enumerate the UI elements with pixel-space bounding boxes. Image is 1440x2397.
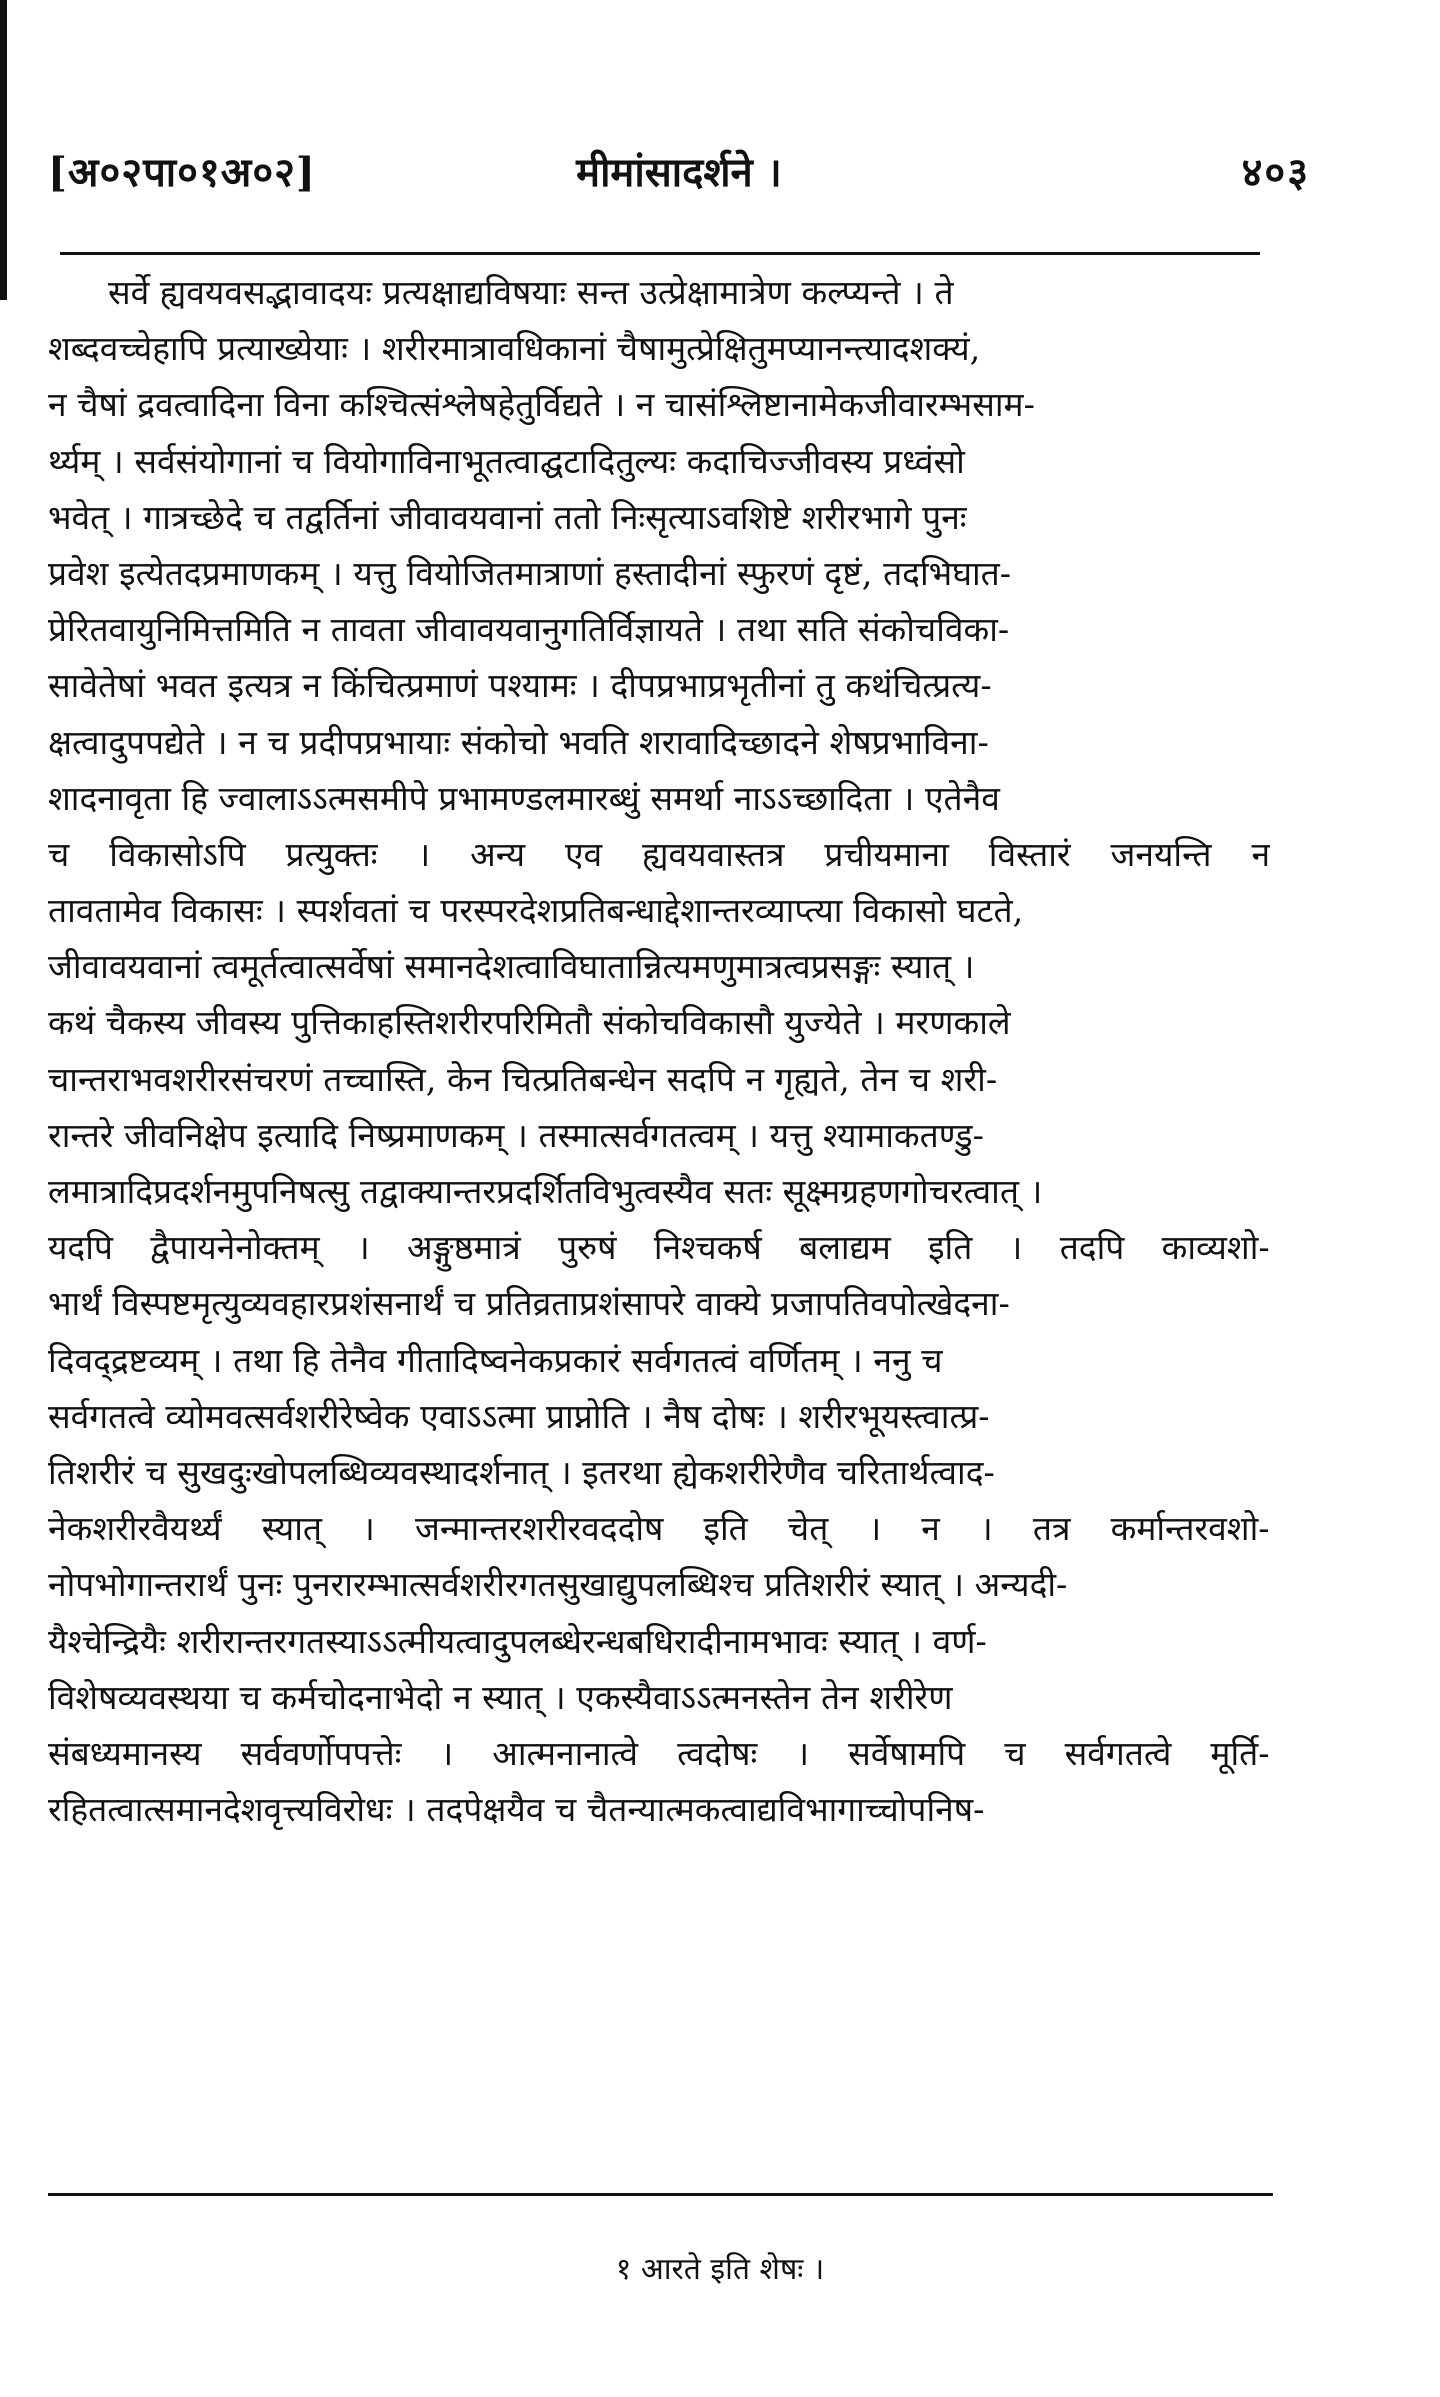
text-line: शादनावृता हि ज्वालाऽऽत्मसमीपे प्रभामण्डलमारब्धुं समर्था नाऽऽच्छादिता । एतेनैव bbox=[48, 778, 1000, 818]
text-line: सर्वे ह्यवयवसद्भावादयः प्रत्यक्षाद्यविषयाः सन्त उत्प्रेक्षामात्रेण कल्प्यन्ते । ते bbox=[108, 273, 954, 312]
footnote-rule bbox=[48, 2193, 1273, 2196]
header-rule bbox=[60, 252, 1260, 255]
text-line: च विकासोऽपि प्रत्युक्तः । अन्य एव ह्यवयवास्तत्र प्रचीयमाना विस्तारं जनयन्ति न bbox=[48, 834, 1270, 874]
page-header bbox=[48, 140, 1310, 200]
text-line: जीवावयवानां त्वमूर्तत्वात्सर्वेषां समानदेशत्वाविघातान्नित्यमणुमात्रत्वप्रसङ्गः स्यात् । bbox=[48, 947, 975, 987]
text-line: र्थ्यम् । सर्वसंयोगानां च वियोगाविनाभूतत्वाद्घटादितुल्यः कदाचिज्जीवस्य प्रध्वंसो bbox=[48, 441, 965, 481]
text-line: रान्तरे जीवनिक्षेप इत्यादि निष्प्रमाणकम् । तस्मात्सर्वगतत्वम् । यत्तु श्यामाकतण्डु- bbox=[48, 1115, 984, 1155]
text-line: प्रेरितवायुनिमित्तमिति न तावता जीवावयवानुगतिर्विज्ञायते । तथा सति संकोचविका- bbox=[48, 610, 1010, 650]
binding-edge bbox=[0, 0, 7, 300]
text-line: प्रवेश इत्येतदप्रमाणकम् । यत्तु वियोजितमात्राणां हस्तादीनां स्फुरणं दृष्टं, तदभिघात- bbox=[48, 553, 1012, 593]
text-line: नोपभोगान्तरार्थं पुनः पुनरारम्भात्सर्वशरीरगतसुखाद्युपलब्धिश्च प्रतिशरीरं स्यात् । अन्यदी- bbox=[48, 1565, 1068, 1605]
text-line: सावेतेषां भवत इत्यत्र न किंचित्प्रमाणं पश्यामः । दीपप्रभाप्रभृतीनां तु कथंचित्प्रत्य- bbox=[48, 666, 992, 706]
text-line: दिवद्द्रष्टव्यम् । तथा हि तेनैव गीतादिष्वनेकप्रकारं सर्वगतत्वं वर्णितम् । ननु च bbox=[48, 1340, 943, 1380]
text-line: न चैषां द्रवत्वादिना विना कश्चित्संश्लेषहेतुर्विद्यते । न चासंश्लिष्टानामेकजीवारम्भसाम- bbox=[48, 385, 1035, 425]
text-line: चान्तराभवशरीरसंचरणं तच्चास्ति, केन चित्प्रतिबन्धेन सदपि न गृह्यते, तेन च शरी- bbox=[48, 1059, 998, 1099]
text-line: भवेत् । गात्रच्छेदे च तद्वर्तिनां जीवावयवानां ततो निःसृत्याऽवशिष्टे शरीरभागे पुनः bbox=[48, 497, 967, 537]
text-line: कथं चैकस्य जीवस्य पुत्तिकाहस्तिशरीरपरिमितौ संकोचविकासौ युज्येते । मरणकाले bbox=[48, 1003, 1011, 1043]
text-line: विशेषव्यवस्थया च कर्मचोदनाभेदो न स्यात् । एकस्यैवाऽऽत्मनस्तेन तेन शरीरेण bbox=[48, 1677, 953, 1717]
text-line: नेकशरीरवैयर्थ्यं स्यात् । जन्मान्तरशरीरवददोष इति चेत् । न । तत्र कर्मान्तरवशो- bbox=[48, 1509, 1270, 1549]
footnote: १ आरते इति शेषः । bbox=[615, 2252, 825, 2287]
text-line: संबध्यमानस्य सर्ववर्णोपपत्तेः । आत्मनानात्वे त्वदोषः । सर्वेषामपि च सर्वगतत्वे मूर्ति- bbox=[48, 1733, 1270, 1773]
text-line: तिशरीरं च सुखदुःखोपलब्धिव्यवस्थादर्शनात् । इतरथा ह्येकशरीरेणैव चरितार्थत्वाद- bbox=[48, 1452, 995, 1492]
text-line: शब्दवच्चेहापि प्रत्याख्येयाः । शरीरमात्रावधिकानां चैषामुत्प्रेक्षितुमप्यानन्त्यादशक्यं, bbox=[48, 329, 981, 369]
text-line: भार्थं विस्पष्टमृत्युव्यवहारप्रशंसनार्थं च प्रतिव्रताप्रशंसापरे वाक्ये प्रजापतिवपोत्खेदना- bbox=[48, 1284, 1010, 1324]
text-line: सर्वगतत्वे व्योमवत्सर्वशरीरेष्वेक एवाऽऽत्मा प्राप्नोति । नैष दोषः । शरीरभूयस्त्वात्प्र- bbox=[48, 1396, 990, 1436]
text-line: रहितत्वात्समानदेशवृत्त्यविरोधः । तदपेक्षयैव च चैतन्यात्मकत्वाद्यविभागाच्चोपनिष- bbox=[48, 1790, 985, 1830]
text-line: यदपि द्वैपायनेनोक्तम् । अङ्गुष्ठमात्रं पुरुषं निश्चकर्ष बलाद्यम इति । तदपि काव्यशो- bbox=[48, 1228, 1270, 1268]
text-line: लमात्रादिप्रदर्शनमुपनिषत्सु तद्वाक्यान्तरप्रदर्शितविभुत्वस्यैव सतः सूक्ष्मग्रहणगोचरत्वात् । bbox=[48, 1172, 1043, 1211]
chapter-reference: [अ०२पा०१अ०२] bbox=[48, 148, 316, 196]
text-line: क्षत्वादुपपद्येते । न च प्रदीपप्रभायाः संकोचो भवति शरावादिच्छादने शेषप्रभाविना- bbox=[48, 722, 989, 762]
text-line: तावतामेव विकासः । स्पर्शवतां च परस्परदेशप्रतिबन्धाद्देशान्तरव्याप्त्या विकासो घटते, bbox=[48, 891, 1024, 931]
running-title: मीमांसादर्शने । bbox=[576, 148, 782, 196]
body-text bbox=[48, 265, 1270, 1838]
page-number: ४०३ bbox=[1241, 148, 1310, 196]
text-line: यैश्चेन्द्रियैः शरीरान्तरगतस्याऽऽत्मीयत्वादुपलब्धेरन्धबधिरादीनामभावः स्यात् । वर्ण- bbox=[48, 1621, 987, 1661]
